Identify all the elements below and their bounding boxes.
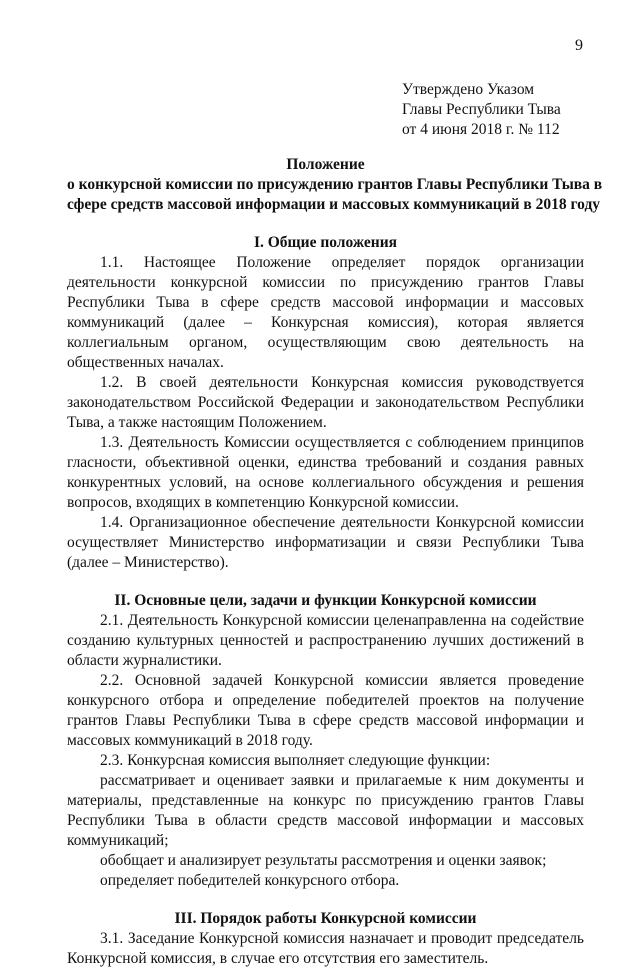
title-line-1: Положение	[286, 156, 365, 173]
approval-block	[402, 80, 561, 140]
paragraph-1-2: 1.2. В своей деятельности Конкурсная комиссия руководствуется законодательством Российской Федерации и законодательством Республики Тыва, а также настоящим Положением.	[67, 374, 584, 431]
paragraph-3-1: 3.1. Заседание Конкурсной комиссия назначает и проводит председатель Конкурсной комиссия, в случае его отсутствия его заместитель.	[67, 930, 584, 967]
paragraph-1-1: 1.1. Настоящее Положение определяет порядок организации деятельности конкурсной комиссии по присуждению грантов Главы Республики Тыва в сфере средств массовой информации и массовых коммуникаций (далее – Конкурсная комиссия), которая является коллегиальным органом, осуществляющим свою деятельность на общественных началах.	[67, 254, 584, 371]
title-line-3: сфере средств массовой информации и массовых коммуникаций в 2018 году	[67, 196, 601, 213]
document-title	[67, 155, 603, 215]
title-line-2: о конкурсной комиссии по присуждению грантов Главы Республики Тыва в	[67, 176, 603, 193]
paragraph-1-4: 1.4. Организационное обеспечение деятельности Конкурсной комиссии осуществляет Министерство информатизации и связи Республики Тыва (далее – Министерство).	[67, 514, 584, 571]
approval-line-3: от 4 июня 2018 г. № 112	[402, 121, 560, 138]
document-body	[67, 155, 603, 969]
section-heading-1: I. Общие положения	[253, 234, 398, 251]
section-heading-2: II. Основные цели, задачи и функции Конкурсной комиссии	[114, 592, 537, 609]
paragraph-2-3-item-2: обобщает и анализирует результаты рассмотрения и оценки заявок;	[100, 852, 547, 869]
approval-line-1: Утверждено Указом	[402, 81, 535, 98]
page-number: 9	[575, 37, 583, 54]
paragraph-2-2: 2.2. Основной задачей Конкурсной комиссии является проведение конкурсного отбора и определение победителей проектов на получение грантов Главы Республики Тыва в сфере средств массовой информации и массовых коммуникаций в 2018 году.	[67, 672, 584, 749]
approval-line-2: Главы Республики Тыва	[402, 101, 561, 118]
paragraph-2-3: 2.3. Конкурсная комиссия выполняет следующие функции:	[100, 752, 491, 769]
paragraph-2-1: 2.1. Деятельность Конкурсной комиссии целенаправленна на содействие созданию культурных ценностей и распространению лучших достижений в области журналистики.	[67, 612, 584, 669]
paragraph-2-3-item-1: рассматривает и оценивает заявки и прилагаемые к ним документы и материалы, представленные на конкурс по присуждению грантов Главы Республики Тыва в области средств массовой информации и массовых коммуникаций;	[67, 772, 584, 849]
section-heading-3: III. Порядок работы Конкурсной комиссии	[174, 910, 477, 927]
paragraph-2-3-item-3: определяет победителей конкурсного отбора.	[100, 872, 400, 889]
paragraph-1-3: 1.3. Деятельность Комиссии осуществляется с соблюдением принципов гласности, объективной оценки, единства требований и создания равных конкурентных условий, на основе коллегиального обсуждения и решения вопросов, входящих в компетенцию Конкурсной комиссии.	[67, 434, 584, 511]
